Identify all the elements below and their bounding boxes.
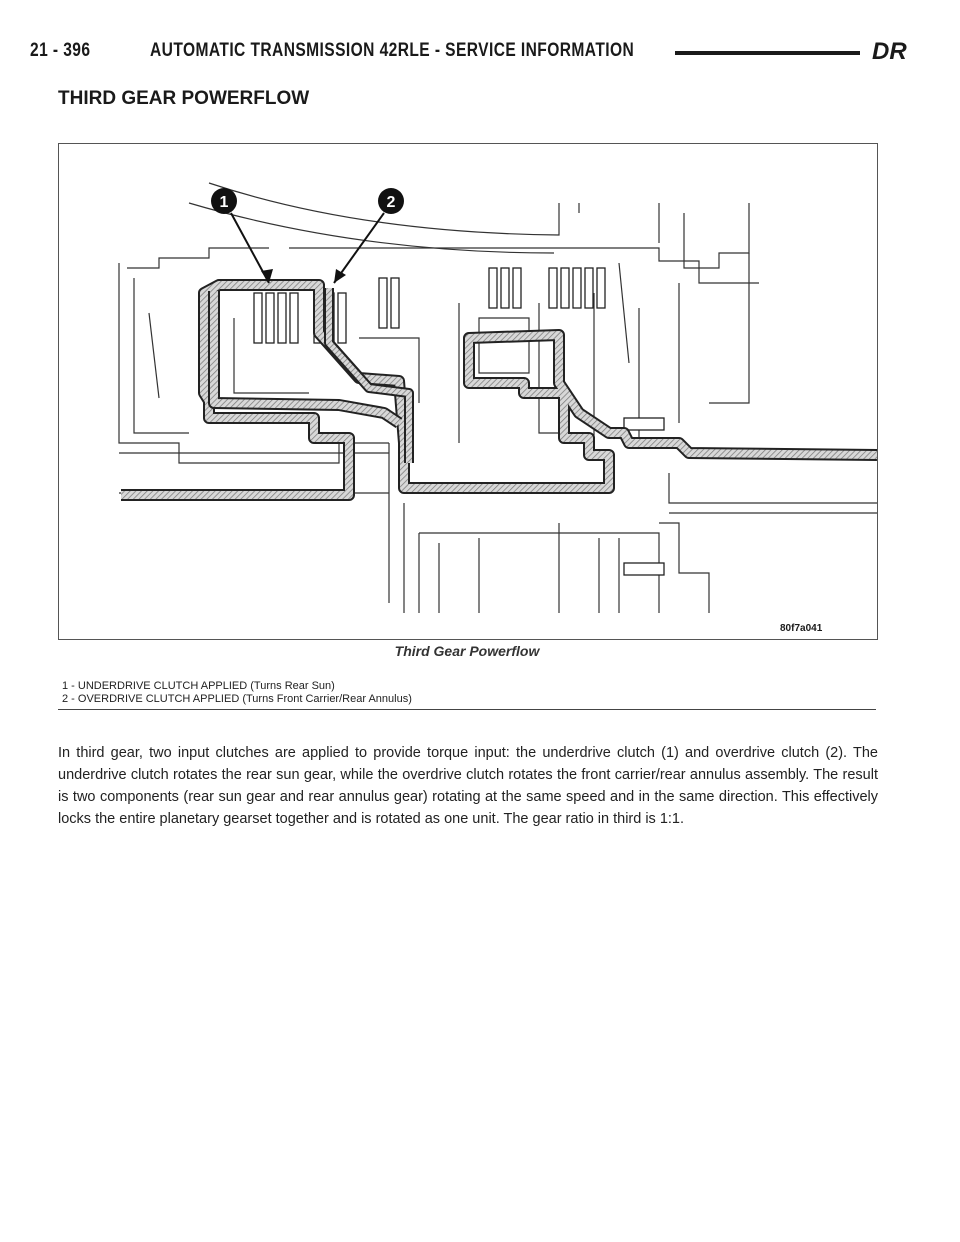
- figure-code: 80f7a041: [780, 623, 823, 634]
- callout-2: [334, 188, 404, 283]
- header-logo: DR: [872, 38, 907, 65]
- header-rule: [675, 51, 860, 55]
- section-title: THIRD GEAR POWERFLOW: [58, 88, 310, 109]
- header-title: AUTOMATIC TRANSMISSION 42RLE - SERVICE INFORMATION: [150, 40, 635, 61]
- legend-item-1: 1 - UNDERDRIVE CLUTCH APPLIED (Turns Rear Sun): [62, 680, 335, 692]
- legend-divider: [58, 709, 876, 710]
- callout-2-label: 2: [386, 194, 396, 211]
- legend-item-2: 2 - OVERDRIVE CLUTCH APPLIED (Turns Front Carrier/Rear Annulus): [62, 693, 412, 705]
- page-number: 21 - 396: [30, 40, 91, 61]
- transmission-diagram: [59, 143, 877, 639]
- callout-1-label: 1: [219, 194, 229, 211]
- figure-legend: [62, 680, 412, 706]
- figure-frame: [58, 143, 878, 640]
- callout-1: [211, 188, 273, 283]
- figure-caption: Third Gear Powerflow: [394, 643, 540, 659]
- body-paragraph: In third gear, two input clutches are applied to provide torque input: the underdrive clutch (1) and overdrive clutch (2). The underdrive clutch rotates the rear sun gear, while the overdrive clutch rotates the front carrier/rear annulus assembly. The result is two components (rear sun gear and rear annulus gear) rotating at the same speed and in the same direction. This effectively locks the entire planetary gearset together and is rotated as one unit. The gear ratio in third is 1:1.: [58, 745, 878, 827]
- page-header: [30, 38, 907, 70]
